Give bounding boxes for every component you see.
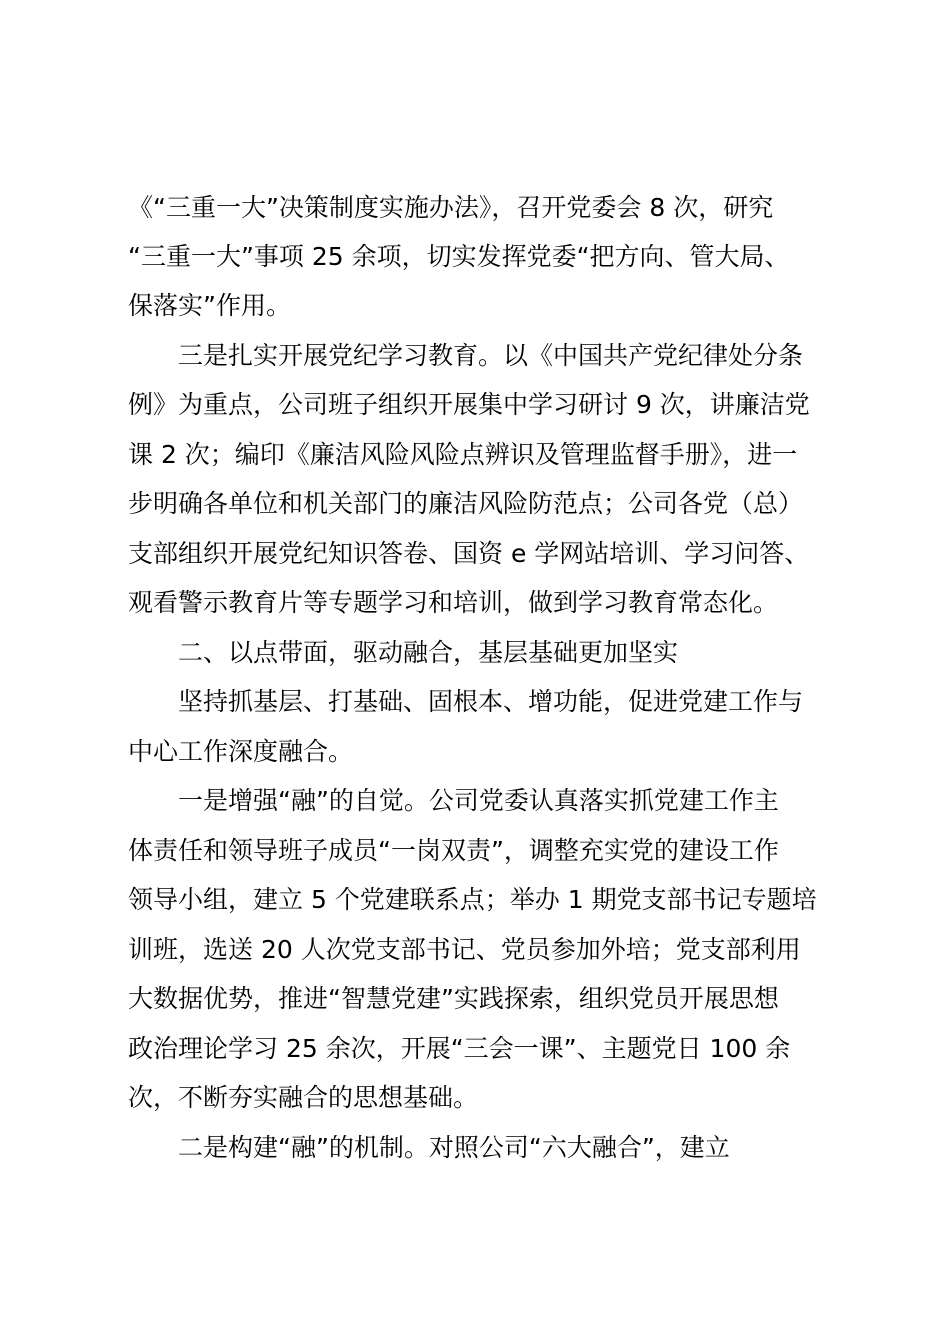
text-line: 训班，选送 20 人次党支部书记、党员参加外培；党支部利用 [128, 935, 801, 964]
text-line: 步明确各单位和机关部门的廉洁风险防范点；公司各党（总） [128, 489, 804, 518]
paragraph-first-line: 一是增强“融”的自觉。公司党委认真落实抓党建工作主 [178, 786, 779, 815]
text-line: 体责任和领导班子成员“一岗双责”，调整充实党的建设工作 [128, 836, 779, 865]
paragraph-first-line: 三是扎实开展党纪学习教育。以《中国共产党纪律处分条 [178, 341, 804, 370]
text-line: 《“三重一大”决策制度实施办法》，召开党委会 8 次，研究 [128, 193, 774, 222]
text-line: 例》为重点，公司班子组织开展集中学习研讨 9 次，讲廉洁党 [128, 390, 810, 419]
text-line: 大数据优势，推进“智慧党建”实践探索，组织党员开展思想 [128, 984, 779, 1013]
text-line: 次，不断夯实融合的思想基础。 [128, 1083, 479, 1112]
text-line: “三重一大”事项 25 余项，切实发挥党委“把方向、管大局、 [128, 242, 790, 271]
text-line: 中心工作深度融合。 [128, 737, 354, 766]
text-line: 领导小组，建立 5 个党建联系点；举办 1 期党支部书记专题培 [128, 885, 817, 914]
text-line: 保落实”作用。 [128, 291, 291, 320]
text-line: 政治理论学习 25 余次，开展“三会一课”、主题党日 100 余 [128, 1034, 791, 1063]
text-line: 观看警示教育片等专题学习和培训，做到学习教育常态化。 [128, 588, 779, 617]
section-heading: 二、以点带面，驱动融合，基层基础更加坚实 [178, 638, 679, 667]
paragraph-first-line: 二是构建“融”的机制。对照公司“六大融合”，建立 [178, 1133, 730, 1162]
paragraph-first-line: 坚持抓基层、打基础、固根本、增功能，促进党建工作与 [178, 687, 804, 716]
text-line: 课 2 次；编印《廉洁风险风险点辨识及管理监督手册》，进一 [128, 440, 798, 469]
text-line: 支部组织开展党纪知识答卷、国资 e 学网站培训、学习问答、 [128, 539, 810, 568]
